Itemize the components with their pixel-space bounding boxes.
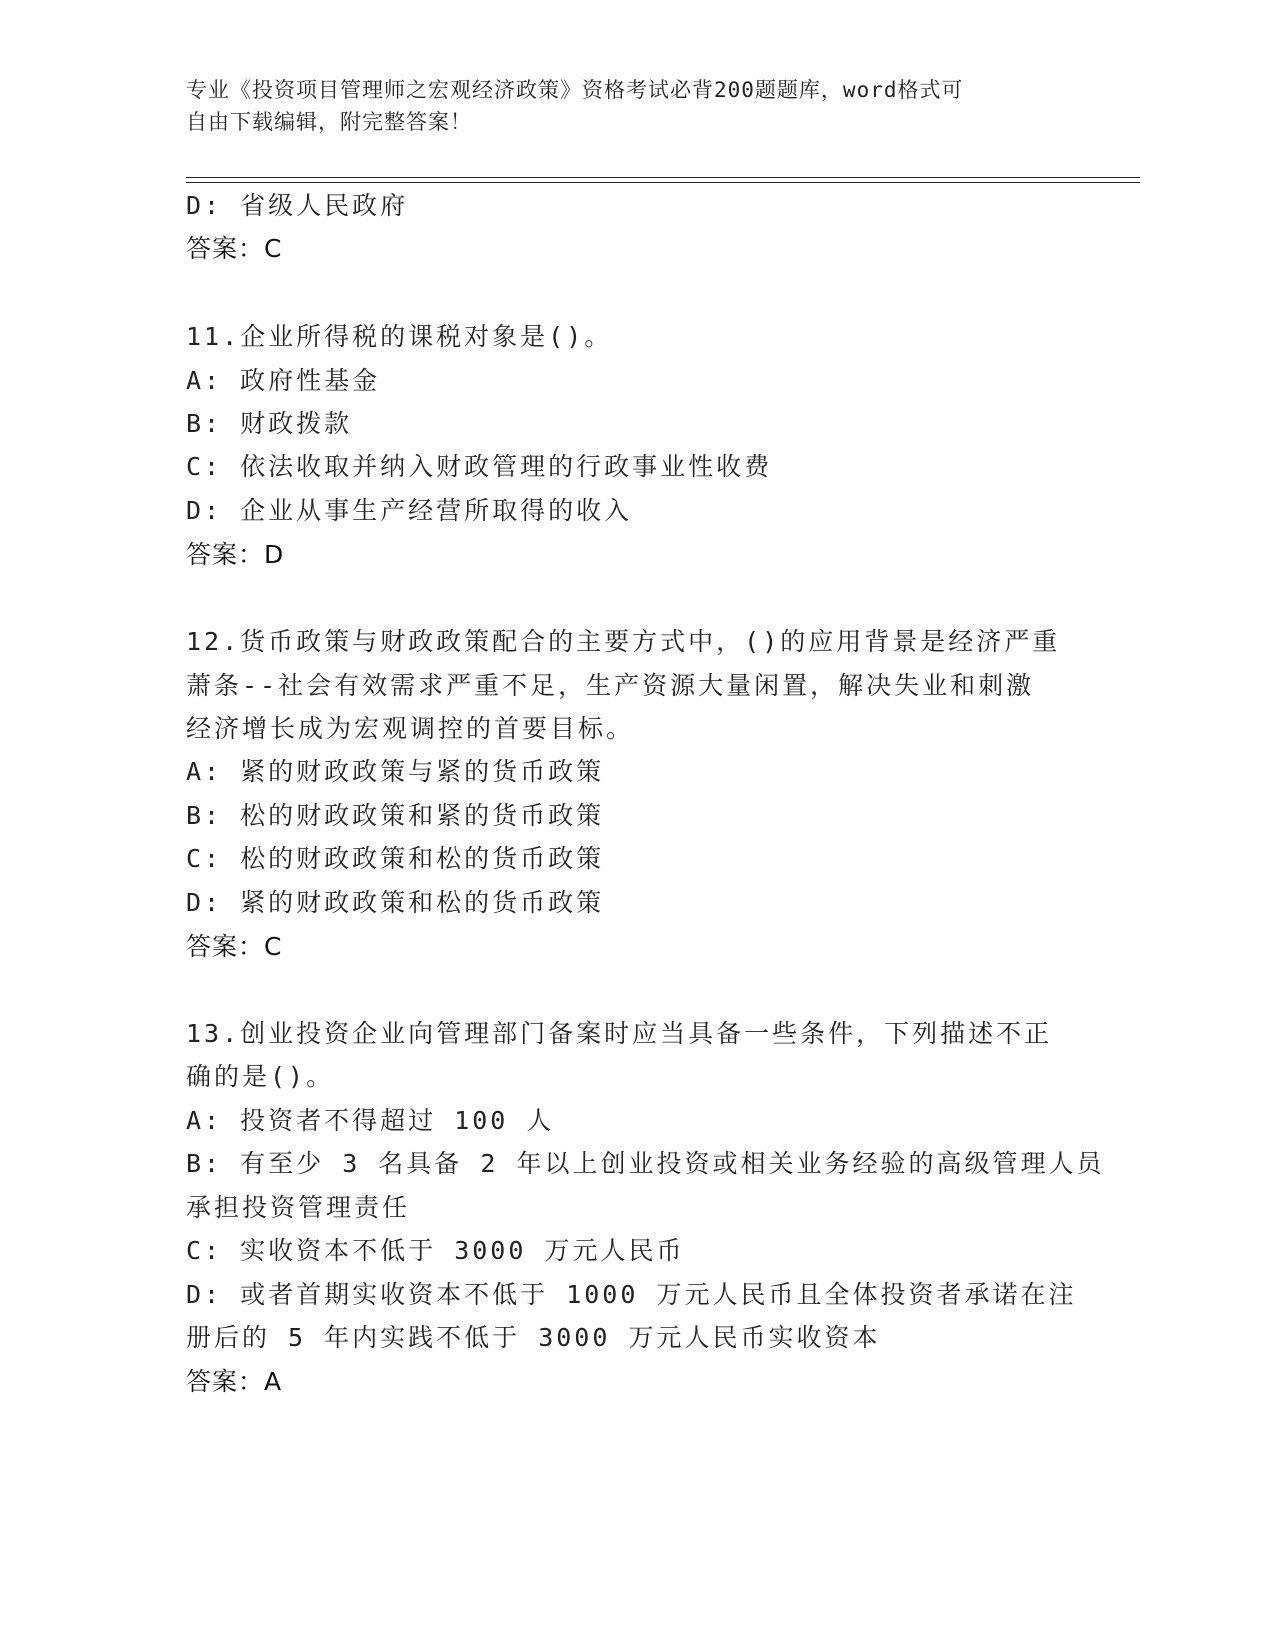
prev-answer: 答案：C bbox=[186, 234, 283, 263]
q13-answer: 答案：A bbox=[186, 1367, 283, 1396]
q11-option-c: C: 依法收取并纳入财政管理的行政事业性收费 bbox=[186, 452, 773, 481]
q11-option-a: A: 政府性基金 bbox=[186, 366, 381, 395]
q13-option-b-line-1: B: 有至少 3 名具备 2 年以上创业投资或相关业务经验的高级管理人员 bbox=[186, 1149, 1105, 1178]
prev-option-d: D: 省级人民政府 bbox=[186, 191, 409, 220]
q11-answer: 答案：D bbox=[186, 540, 285, 569]
q12-option-a: A: 紧的财政政策与紧的货币政策 bbox=[186, 757, 605, 786]
header-rule-bottom bbox=[186, 182, 1140, 183]
q11-stem: 11.企业所得税的课税对象是()。 bbox=[186, 322, 613, 351]
q13-stem-line-2: 确的是()。 bbox=[186, 1062, 335, 1091]
q11-option-d: D: 企业从事生产经营所取得的收入 bbox=[186, 496, 633, 525]
q12-stem-line-3: 经济增长成为宏观调控的首要目标。 bbox=[186, 714, 635, 743]
q13-stem-line-1: 13.创业投资企业向管理部门备案时应当具备一些条件，下列描述不正 bbox=[186, 1019, 1053, 1048]
page-header bbox=[186, 74, 1066, 138]
q12-answer: 答案：C bbox=[186, 932, 283, 961]
q13-option-c: C: 实收资本不低于 3000 万元人民币 bbox=[186, 1236, 685, 1265]
header-line-1: 专业《投资项目管理师之宏观经济政策》资格考试必背200题题库，word格式可 bbox=[186, 78, 964, 102]
q12-stem-line-2: 萧条--社会有效需求严重不足，生产资源大量闲置，解决失业和刺激 bbox=[186, 671, 1035, 700]
q12-option-b: B: 松的财政政策和紧的货币政策 bbox=[186, 801, 605, 830]
q11-option-b: B: 财政拨款 bbox=[186, 409, 353, 438]
header-rule-top bbox=[186, 177, 1140, 178]
q13-option-b-line-2: 承担投资管理责任 bbox=[186, 1193, 411, 1222]
header-line-2: 自由下载编辑，附完整答案！ bbox=[186, 110, 472, 134]
q13-option-d-line-2: 册后的 5 年内实践不低于 3000 万元人民币实收资本 bbox=[186, 1323, 881, 1352]
q12-option-c: C: 松的财政政策和松的货币政策 bbox=[186, 844, 605, 873]
q12-stem-line-1: 12.货币政策与财政政策配合的主要方式中，()的应用背景是经济严重 bbox=[186, 627, 1061, 656]
q12-option-d: D: 紧的财政政策和松的货币政策 bbox=[186, 888, 605, 917]
q13-option-d-line-1: D: 或者首期实收资本不低于 1000 万元人民币且全体投资者承诺在注 bbox=[186, 1280, 1077, 1309]
q13-option-a: A: 投资者不得超过 100 人 bbox=[186, 1106, 555, 1135]
